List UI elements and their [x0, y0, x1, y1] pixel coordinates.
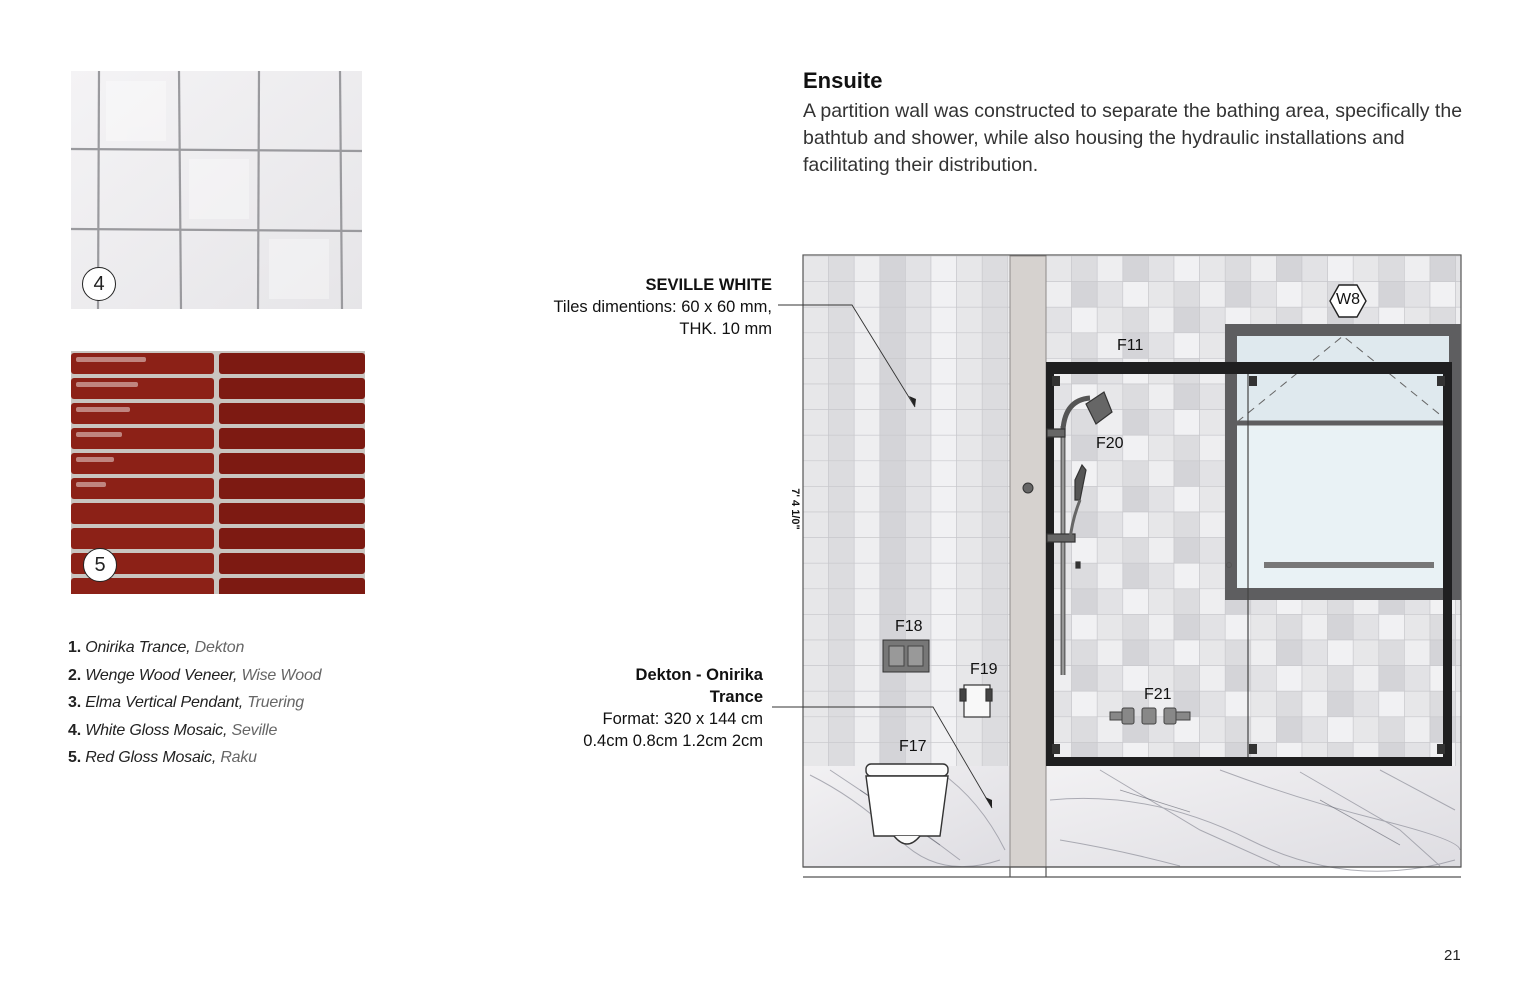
tag-f18: F18	[895, 618, 923, 635]
page-number: 21	[1444, 947, 1461, 964]
material-name: Onirika Trance,	[85, 639, 191, 656]
partition-wall	[1010, 256, 1046, 867]
seville-callout-dims: Tiles dimentions: 60 x 60 mm,	[553, 298, 772, 316]
material-brand: Truering	[247, 694, 305, 711]
tag-f21: F21	[1144, 686, 1172, 703]
tag-f17: F17	[899, 738, 927, 755]
left-wall-tiles	[803, 256, 1033, 768]
height-dimension: 7' 4 1/0"	[789, 488, 801, 530]
material-number: 2.	[68, 666, 81, 684]
tag-f19: F19	[970, 661, 998, 678]
material-number: 5.	[68, 749, 81, 766]
swatch-badge-5: 5	[83, 548, 117, 582]
material-name: Red Gloss Mosaic,	[85, 749, 217, 766]
seville-callout-title: SEVILLE WHITE	[645, 276, 772, 294]
toilet-icon	[866, 764, 948, 844]
tag-f20: F20	[1096, 435, 1124, 452]
section-title: Ensuite	[803, 68, 883, 93]
material-name: Elma Vertical Pendant,	[85, 694, 243, 711]
flush-plate-icon	[883, 640, 929, 672]
material-number: 3.	[68, 694, 81, 711]
dekton-callout-format: Format: 320 x 144 cm	[602, 710, 763, 728]
material-brand: Raku	[220, 749, 257, 766]
material-name: White Gloss Mosaic,	[85, 721, 228, 739]
section-description: A partition wall was constructed to separate the bathing area, specifically the bathtub and shower, while also housing the hydraulic installations and facilitating their distribution.	[803, 100, 1463, 176]
material-name: Wenge Wood Veneer,	[85, 666, 238, 684]
valve-knob-icon	[1023, 483, 1033, 493]
material-number: 1.	[68, 639, 81, 656]
material-brand: Wise Wood	[241, 666, 322, 684]
material-brand: Seville	[231, 721, 278, 739]
window-w8	[1225, 285, 1461, 600]
tag-w8: W8	[1336, 291, 1360, 308]
dekton-callout-thicknesses: 0.4cm 0.8cm 1.2cm 2cm	[583, 732, 763, 750]
material-brand: Dekton	[194, 639, 245, 656]
dekton-callout-title: Dekton - Onirika	[635, 666, 763, 684]
paper-holder-icon	[960, 685, 992, 717]
seville-callout-thickness: THK. 10 mm	[679, 320, 772, 338]
material-number: 4.	[68, 721, 81, 739]
tag-f11: F11	[1117, 337, 1144, 354]
swatch-badge-4: 4	[82, 267, 116, 301]
dekton-callout-title-2: Trance	[709, 688, 763, 706]
